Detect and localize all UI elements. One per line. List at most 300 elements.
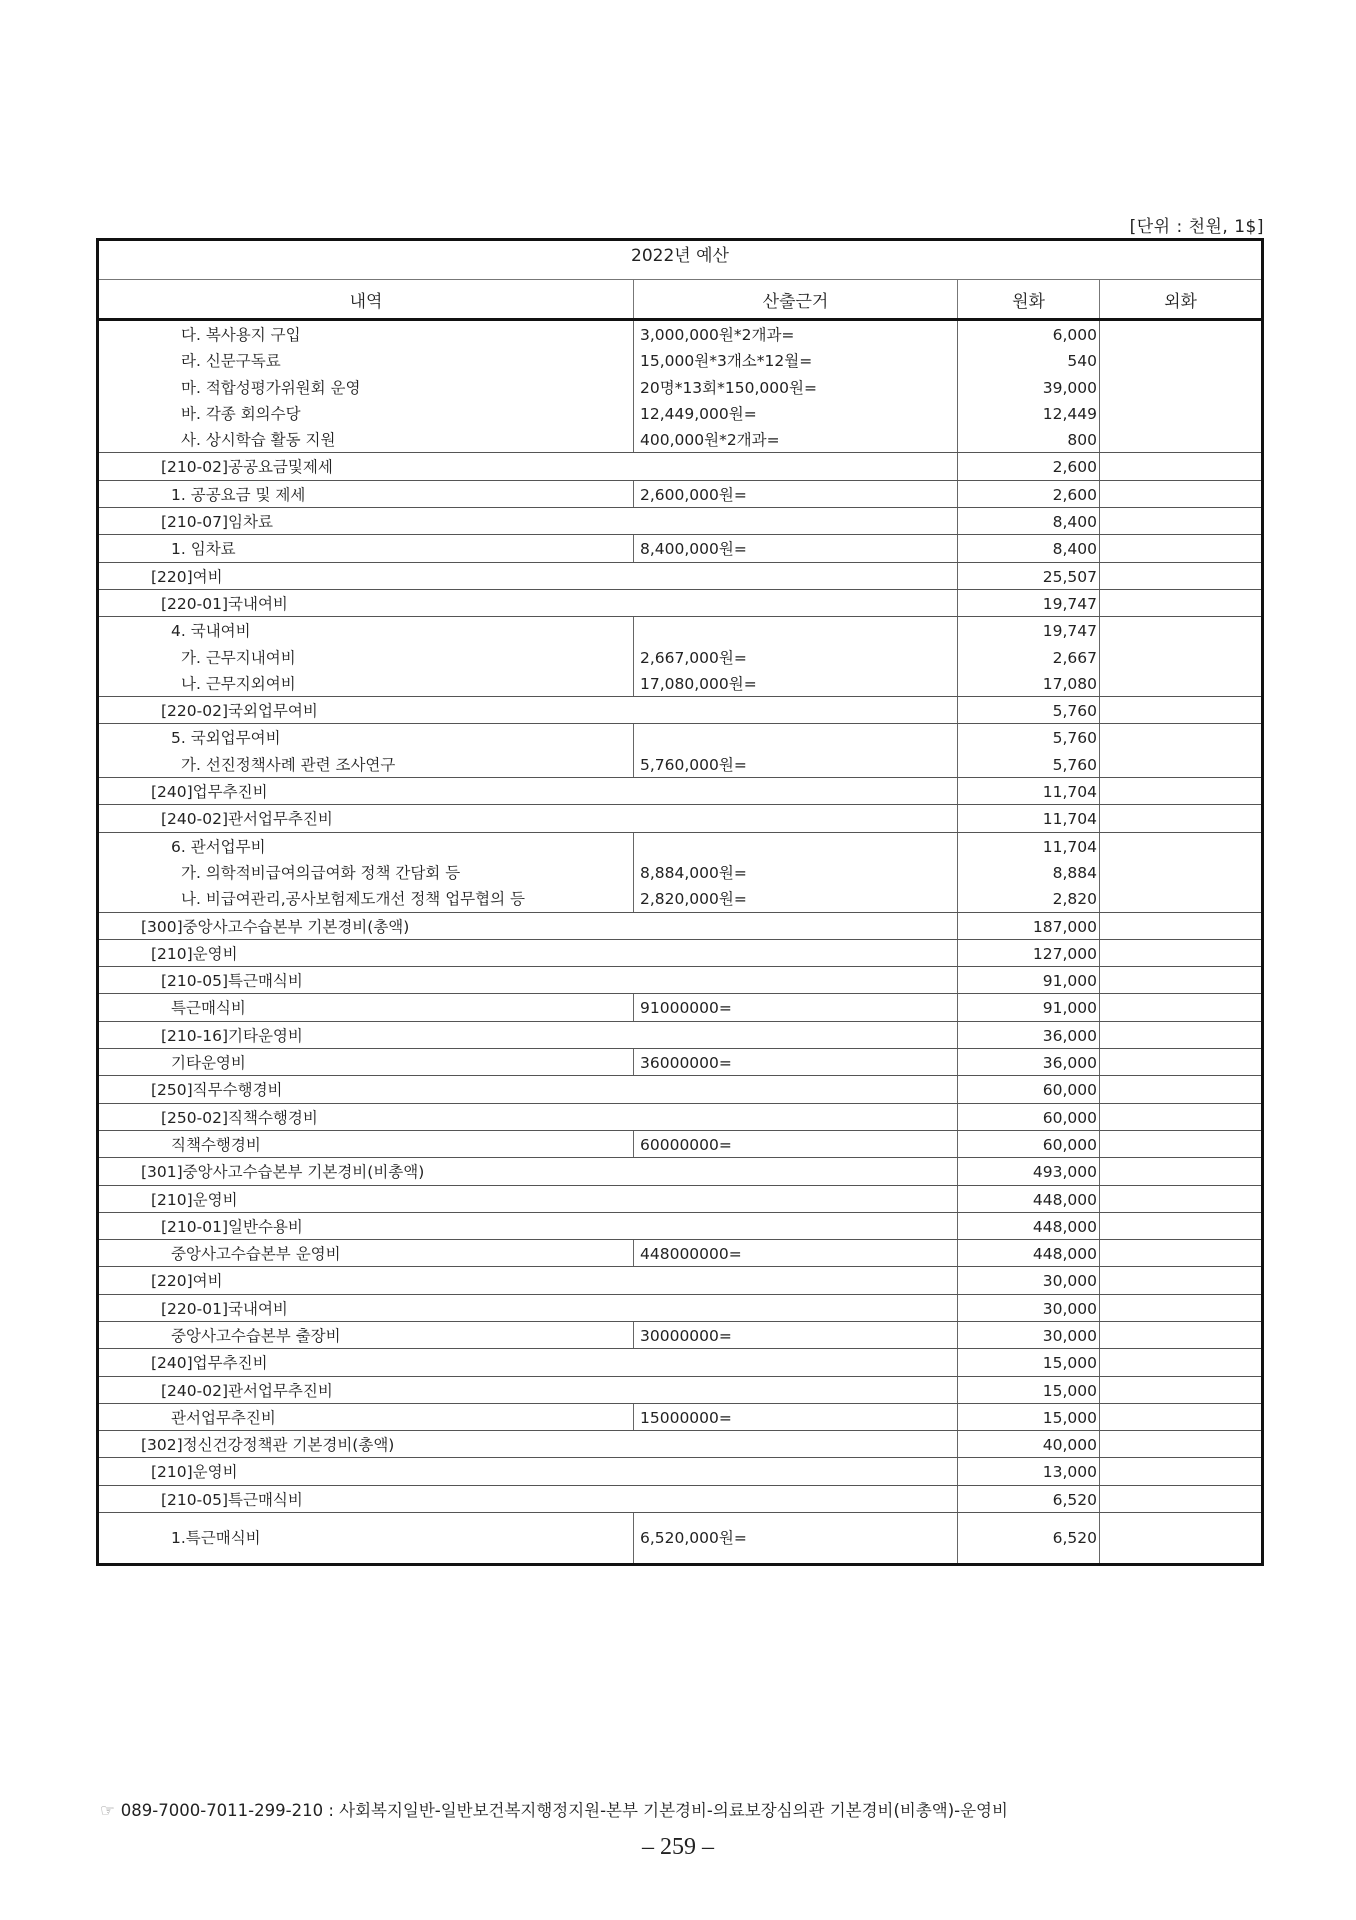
item-description: [302]정신건강정책관 기본경비(총액) [141,1436,395,1455]
description-cell [98,697,958,724]
item-basis: 15000000= [640,1408,732,1427]
krw-amount-cell [958,805,1100,832]
table-row [98,1458,1263,1485]
basis-cell [634,724,958,778]
basis-cell [634,1049,958,1076]
item-krw-amount: 12,449 [1042,404,1097,423]
item-description: 나. 근무지외여비 [181,674,296,693]
item-description: 관서업무추진비 [171,1408,276,1427]
item-description: [240-02]관서업무추진비 [161,810,333,829]
foreign-amount-cell [1100,320,1263,453]
item-foreign-amount [1100,1213,1261,1239]
foreign-amount-cell [1100,1349,1263,1376]
table-row [98,1076,1263,1103]
item-foreign-amount [1100,1049,1261,1075]
budget-table-body [98,320,1263,1565]
item-foreign-amount [1100,670,1261,696]
table-row [98,724,1263,778]
item-krw-amount: 13,000 [1042,1463,1097,1482]
description-cell [98,1267,958,1294]
krw-amount-cell [958,832,1100,912]
table-row [98,320,1263,453]
description-cell [98,1321,634,1348]
item-description: 5. 국외업무여비 [171,729,281,748]
item-description: [210-01]일반수용비 [161,1217,303,1236]
krw-amount-cell [958,1267,1100,1294]
item-foreign-amount [1100,913,1261,939]
foreign-amount-cell [1100,535,1263,562]
item-foreign-amount [1100,751,1261,777]
description-cell [98,1513,634,1565]
item-description: [210]운영비 [151,944,238,963]
item-krw-amount: 2,600 [1052,485,1097,504]
item-krw-amount: 6,520 [1052,1529,1097,1548]
description-cell [98,1431,958,1458]
item-foreign-amount [1100,940,1261,966]
column-header-krw: 원화 [958,280,1100,320]
item-foreign-amount [1100,1186,1261,1212]
foreign-amount-cell [1100,1321,1263,1348]
item-foreign-amount [1100,1377,1261,1403]
item-foreign-amount [1100,994,1261,1020]
page-number: – 259 – [642,1834,714,1860]
column-header-foreign: 외화 [1100,280,1263,320]
foreign-amount-cell [1100,994,1263,1021]
item-krw-amount: 127,000 [1032,944,1097,963]
foreign-amount-cell [1100,1240,1263,1267]
krw-amount-cell [958,1321,1100,1348]
table-row [98,1403,1263,1430]
basis-cell [634,320,958,453]
item-krw-amount: 2,820 [1052,890,1097,909]
item-basis: 400,000원*2개과= [640,431,780,450]
foreign-amount-cell [1100,617,1263,697]
krw-amount-cell [958,535,1100,562]
item-foreign-amount [1100,859,1261,885]
item-foreign-amount [1100,1076,1261,1102]
foreign-amount-cell [1100,967,1263,994]
foreign-amount-cell [1100,1294,1263,1321]
basis-cell [634,480,958,507]
item-foreign-amount [1100,1295,1261,1321]
description-cell [98,589,958,616]
basis-cell [634,832,958,912]
item-krw-amount: 19,747 [1042,622,1097,641]
krw-amount-cell [958,1349,1100,1376]
krw-amount-cell [958,1240,1100,1267]
description-cell [98,535,634,562]
item-basis: 36000000= [640,1054,732,1073]
item-description: 가. 의학적비급여의급여화 정책 간담회 등 [181,863,461,882]
foreign-amount-cell [1100,589,1263,616]
description-cell [98,1403,634,1430]
item-krw-amount: 800 [1067,431,1097,450]
krw-amount-cell [958,994,1100,1021]
foreign-amount-cell [1100,1076,1263,1103]
item-description: 마. 적합성평가위원회 운영 [181,378,361,397]
item-foreign-amount [1100,374,1261,400]
table-row [98,1513,1263,1565]
foreign-amount-cell [1100,724,1263,778]
item-description: 바. 각종 회의수당 [181,404,301,423]
item-foreign-amount [1100,1131,1261,1157]
table-row [98,480,1263,507]
krw-amount-cell [958,1049,1100,1076]
item-krw-amount: 8,400 [1052,540,1097,559]
krw-amount-cell [958,778,1100,805]
foreign-amount-cell [1100,832,1263,912]
item-krw-amount: 30,000 [1042,1299,1097,1318]
item-foreign-amount [1100,535,1261,561]
item-foreign-amount [1100,617,1261,643]
item-foreign-amount [1100,1322,1261,1348]
description-cell [98,805,958,832]
item-krw-amount: 30,000 [1042,1326,1097,1345]
item-foreign-amount [1100,481,1261,507]
foreign-amount-cell [1100,1403,1263,1430]
item-foreign-amount [1100,563,1261,589]
item-basis: 448000000= [640,1245,742,1264]
item-foreign-amount [1100,400,1261,426]
description-cell [98,1021,958,1048]
item-foreign-amount [1100,1513,1261,1563]
table-row [98,562,1263,589]
pointing-hand-icon: ☞ [100,1801,115,1820]
table-row [98,967,1263,994]
foreign-amount-cell [1100,1185,1263,1212]
item-krw-amount: 5,760 [1052,755,1097,774]
foreign-amount-cell [1100,805,1263,832]
item-description: [220]여비 [151,567,223,586]
krw-amount-cell [958,1076,1100,1103]
foreign-amount-cell [1100,1513,1263,1565]
item-krw-amount: 6,520 [1052,1490,1097,1509]
krw-amount-cell [958,508,1100,535]
item-foreign-amount [1100,644,1261,670]
item-krw-amount: 2,600 [1052,458,1097,477]
table-row [98,1049,1263,1076]
item-krw-amount: 40,000 [1042,1436,1097,1455]
item-krw-amount: 448,000 [1032,1217,1097,1236]
description-cell [98,1158,958,1185]
krw-amount-cell [958,697,1100,724]
description-cell [98,1485,958,1512]
description-cell [98,832,634,912]
krw-amount-cell [958,453,1100,480]
item-foreign-amount [1100,724,1261,750]
item-krw-amount: 19,747 [1042,594,1097,613]
item-krw-amount: 11,704 [1042,783,1097,802]
description-cell [98,1212,958,1239]
item-description: [220]여비 [151,1272,223,1291]
item-description: [210-07]임차료 [161,513,273,532]
item-description: 4. 국내여비 [171,622,251,641]
item-foreign-amount [1100,1431,1261,1457]
foreign-amount-cell [1100,1431,1263,1458]
basis-cell [634,1513,958,1565]
item-foreign-amount [1100,1022,1261,1048]
item-foreign-amount [1100,967,1261,993]
table-row [98,1185,1263,1212]
table-row [98,1267,1263,1294]
item-krw-amount: 493,000 [1032,1163,1097,1182]
foreign-amount-cell [1100,912,1263,939]
description-cell [98,1103,958,1130]
item-description: [301]중앙사고수습본부 기본경비(비총액) [141,1163,425,1182]
description-cell [98,1349,958,1376]
table-row [98,1376,1263,1403]
krw-amount-cell [958,724,1100,778]
item-krw-amount: 448,000 [1032,1245,1097,1264]
item-description: 특근매식비 [171,999,246,1018]
item-foreign-amount [1100,590,1261,616]
basis-cell [634,617,958,697]
krw-amount-cell [958,1513,1100,1565]
basis-cell [634,535,958,562]
item-description: [210-16]기타운영비 [161,1026,303,1045]
krw-amount-cell [958,1103,1100,1130]
table-row [98,508,1263,535]
krw-amount-cell [958,1212,1100,1239]
item-basis: 3,000,000원*2개과= [640,326,795,344]
table-row [98,1103,1263,1130]
item-krw-amount: 8,400 [1052,513,1097,532]
item-basis: 17,080,000원= [640,674,757,693]
description-cell [98,508,958,535]
foreign-amount-cell [1100,508,1263,535]
foreign-amount-cell [1100,1485,1263,1512]
description-cell [98,1076,958,1103]
krw-amount-cell [958,1485,1100,1512]
table-row [98,994,1263,1021]
item-krw-amount: 6,000 [1052,326,1097,344]
item-basis: 2,600,000원= [640,485,747,504]
item-krw-amount: 5,760 [1052,729,1097,748]
item-foreign-amount [1100,1349,1261,1375]
description-cell [98,1376,958,1403]
item-krw-amount: 25,507 [1042,567,1097,586]
item-basis: 8,884,000원= [640,863,747,882]
item-basis [634,617,957,643]
item-foreign-amount [1100,805,1261,831]
item-description: 중앙사고수습본부 출장비 [171,1326,341,1345]
item-description: [240]업무추진비 [151,783,268,802]
item-description: 가. 근무지내여비 [181,648,296,667]
item-description: [210-02]공공요금및제세 [161,458,333,477]
item-foreign-amount [1100,508,1261,534]
foreign-amount-cell [1100,480,1263,507]
table-row [98,1431,1263,1458]
item-foreign-amount [1100,1104,1261,1130]
foreign-amount-cell [1100,1267,1263,1294]
item-basis: 2,820,000원= [640,890,747,909]
item-krw-amount: 60,000 [1042,1135,1097,1154]
item-foreign-amount [1100,778,1261,804]
item-description: 직책수행경비 [171,1135,261,1154]
item-foreign-amount [1100,1404,1261,1430]
foreign-amount-cell [1100,1158,1263,1185]
basis-cell [634,1130,958,1157]
krw-amount-cell [958,617,1100,697]
item-foreign-amount [1100,347,1261,373]
item-foreign-amount [1100,1486,1261,1512]
item-basis: 20명*13회*150,000원= [640,378,817,397]
item-description: [240-02]관서업무추진비 [161,1381,333,1400]
footnote-text: 089-7000-7011-299-210 : 사회복지일반-일반보건복지행정지원-본부 기본경비-의료보장심의관 기본경비(비총액)-운영비 [120,1801,1008,1820]
krw-amount-cell [958,1130,1100,1157]
item-krw-amount: 30,000 [1042,1272,1097,1291]
basis-cell [634,1403,958,1430]
item-krw-amount: 36,000 [1042,1054,1097,1073]
item-description: 1.특근매식비 [171,1529,261,1548]
table-row [98,1294,1263,1321]
description-cell [98,562,958,589]
table-row [98,1021,1263,1048]
table-row [98,778,1263,805]
item-basis: 5,760,000원= [640,755,747,774]
description-cell [98,1130,634,1157]
item-description: 가. 선진정책사례 관련 조사연구 [181,755,396,774]
table-row [98,1130,1263,1157]
krw-amount-cell [958,1294,1100,1321]
basis-cell [634,994,958,1021]
item-krw-amount: 91,000 [1042,972,1097,991]
item-description: [220-01]국내여비 [161,594,288,613]
krw-amount-cell [958,1185,1100,1212]
item-basis [634,724,957,750]
table-row [98,1485,1263,1512]
krw-amount-cell [958,1376,1100,1403]
item-krw-amount: 60,000 [1042,1081,1097,1100]
item-krw-amount: 187,000 [1032,917,1097,936]
foreign-amount-cell [1100,1130,1263,1157]
item-krw-amount: 36,000 [1042,1026,1097,1045]
item-description: [210-05]특근매식비 [161,1490,303,1509]
item-foreign-amount [1100,1267,1261,1293]
table-row [98,1158,1263,1185]
item-basis: 12,449,000원= [640,404,757,423]
table-row [98,912,1263,939]
krw-amount-cell [958,1458,1100,1485]
table-row [98,1321,1263,1348]
table-row [98,1240,1263,1267]
item-krw-amount: 91,000 [1042,999,1097,1018]
item-krw-amount: 11,704 [1042,810,1097,829]
item-foreign-amount [1100,1458,1261,1484]
description-cell [98,1240,634,1267]
column-header-description: 내역 [98,280,634,320]
item-description: [220-02]국외업무여비 [161,702,318,721]
table-row [98,939,1263,966]
item-krw-amount: 540 [1067,352,1097,371]
item-basis: 8,400,000원= [640,540,747,559]
description-cell [98,617,634,697]
description-cell [98,939,958,966]
basis-cell [634,1240,958,1267]
description-cell [98,778,958,805]
column-header-basis: 산출근거 [634,280,958,320]
description-cell [98,912,958,939]
table-row [98,617,1263,697]
description-cell [98,453,958,480]
table-row [98,1349,1263,1376]
item-description: [250]직무수행경비 [151,1081,283,1100]
item-description: 다. 복사용지 구입 [181,326,301,344]
item-description: [220-01]국내여비 [161,1299,288,1318]
foreign-amount-cell [1100,1212,1263,1239]
item-krw-amount: 11,704 [1042,837,1097,856]
item-description: 기타운영비 [171,1054,246,1073]
item-krw-amount: 2,667 [1052,648,1097,667]
foreign-amount-cell [1100,453,1263,480]
foreign-amount-cell [1100,1021,1263,1048]
item-description: [300]중앙사고수습본부 기본경비(총액) [141,917,410,936]
description-cell [98,320,634,453]
item-basis [634,833,957,859]
item-description: 1. 임차료 [171,540,236,559]
foreign-amount-cell [1100,778,1263,805]
table-row [98,589,1263,616]
description-cell [98,480,634,507]
item-description: [250-02]직책수행경비 [161,1108,318,1127]
krw-amount-cell [958,480,1100,507]
item-basis: 15,000원*3개소*12월= [640,352,813,371]
item-basis: 91000000= [640,999,732,1018]
description-cell [98,1294,958,1321]
item-description: 나. 비급여관리,공사보험제도개선 정책 업무협의 등 [181,890,525,909]
krw-amount-cell [958,1158,1100,1185]
krw-amount-cell [958,1021,1100,1048]
table-title: 2022년 예산 [98,240,1263,280]
table-row [98,805,1263,832]
foreign-amount-cell [1100,1103,1263,1130]
table-row [98,1212,1263,1239]
krw-amount-cell [958,967,1100,994]
krw-amount-cell [958,320,1100,453]
item-krw-amount: 39,000 [1042,378,1097,397]
krw-amount-cell [958,1431,1100,1458]
krw-amount-cell [958,912,1100,939]
item-krw-amount: 8,884 [1052,863,1097,882]
item-foreign-amount [1100,453,1261,479]
item-foreign-amount [1100,1240,1261,1266]
item-description: [210-05]특근매식비 [161,972,303,991]
item-basis: 2,667,000원= [640,648,747,667]
item-basis: 60000000= [640,1135,732,1154]
table-row [98,453,1263,480]
item-krw-amount: 5,760 [1052,702,1097,721]
item-foreign-amount [1100,885,1261,911]
item-description: [210]운영비 [151,1190,238,1209]
basis-cell [634,1321,958,1348]
table-row [98,697,1263,724]
description-cell [98,724,634,778]
foreign-amount-cell [1100,939,1263,966]
item-foreign-amount [1100,1158,1261,1184]
description-cell [98,1458,958,1485]
item-description: 사. 상시학습 활동 지원 [181,431,336,450]
item-foreign-amount [1100,321,1261,347]
item-krw-amount: 17,080 [1042,674,1097,693]
krw-amount-cell [958,589,1100,616]
item-description: [210]운영비 [151,1463,238,1482]
item-description: 중앙사고수습본부 운영비 [171,1245,341,1264]
item-foreign-amount [1100,833,1261,859]
description-cell [98,967,958,994]
item-description: 1. 공공요금 및 제세 [171,485,306,504]
foreign-amount-cell [1100,697,1263,724]
foreign-amount-cell [1100,1049,1263,1076]
